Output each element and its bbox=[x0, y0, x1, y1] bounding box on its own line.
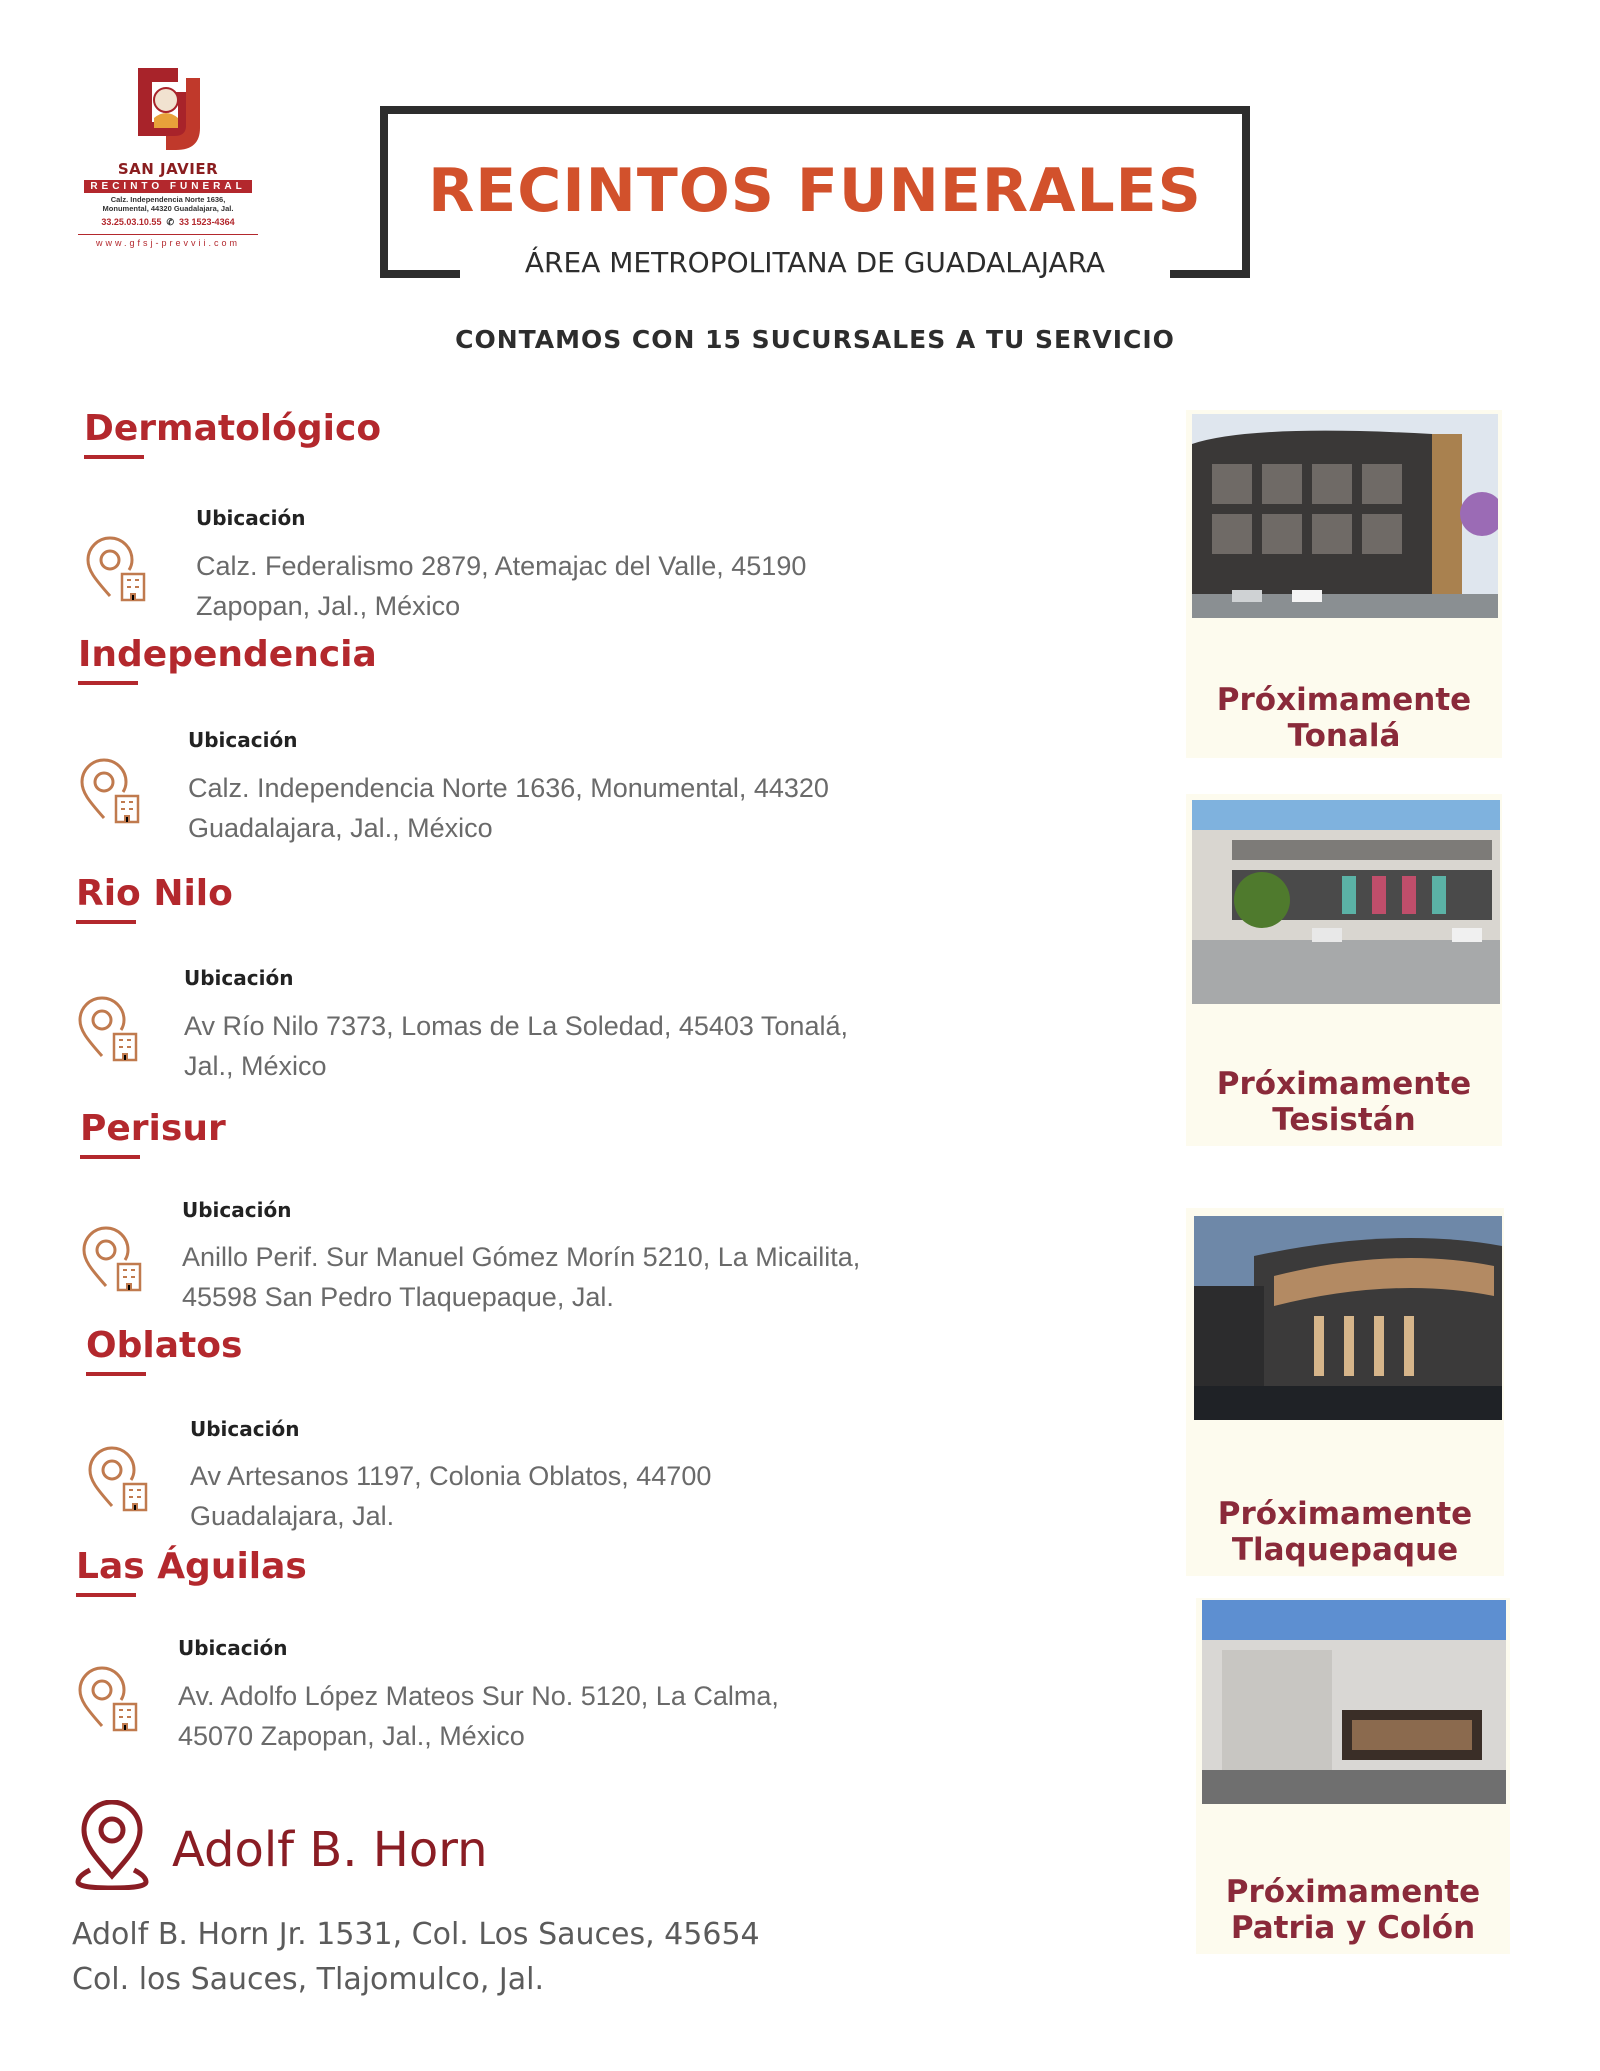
upcoming-caption bbox=[1186, 1066, 1502, 1138]
branch-address: Calz. Independencia Norte 1636, Monumental, 44320 Guadalajara, Jal., México bbox=[188, 773, 829, 843]
logo-address-line1: Calz. Independencia Norte 1636, bbox=[110, 195, 226, 204]
branch-underline bbox=[86, 1372, 146, 1376]
upcoming-card-patria-colon bbox=[1196, 1598, 1510, 1954]
logo-phones bbox=[78, 217, 258, 228]
logo-phone1: 33.25.03.10.55 bbox=[101, 217, 162, 227]
tagline: CONTAMOS CON 15 SUCURSALES A TU SERVICIO bbox=[455, 325, 1175, 354]
whatsapp-icon: ✆ bbox=[163, 217, 177, 227]
branch-underline bbox=[78, 681, 138, 685]
featured-branch-name: Adolf B. Horn bbox=[172, 1822, 488, 1878]
upcoming-city: Patria y Colón bbox=[1230, 1910, 1476, 1946]
upcoming-caption bbox=[1186, 1496, 1504, 1568]
branch-name: Rio Nilo bbox=[76, 873, 233, 914]
logo-name: SAN JAVIER bbox=[117, 160, 219, 178]
branch-address: Calz. Federalismo 2879, Atemajac del Valle, 45190 Zapopan, Jal., México bbox=[196, 551, 807, 621]
location-label: Ubicación bbox=[190, 1417, 300, 1441]
logo-website: www.gfsj-prevvii.com bbox=[78, 234, 258, 248]
frame-corner-left bbox=[380, 270, 460, 278]
branch-independencia bbox=[78, 634, 898, 685]
location-label: Ubicación bbox=[188, 728, 298, 752]
page-title: RECINTOS FUNERALES bbox=[428, 156, 1202, 226]
branch-name: Independencia bbox=[78, 634, 377, 675]
upcoming-city: Tesistán bbox=[1272, 1102, 1416, 1138]
featured-address bbox=[72, 1912, 760, 2002]
branch-address: Av. Adolfo López Mateos Sur No. 5120, La Calma, 45070 Zapopan, Jal., México bbox=[178, 1681, 779, 1751]
upcoming-card-tlaquepaque bbox=[1186, 1208, 1504, 1576]
frame-corner-right bbox=[1170, 270, 1250, 278]
building-photo bbox=[1194, 1216, 1502, 1420]
location-building-icon bbox=[76, 756, 146, 826]
location-label: Ubicación bbox=[196, 506, 306, 530]
building-photo bbox=[1192, 414, 1498, 618]
branch-address: Av Artesanos 1197, Colonia Oblatos, 44700 Guadalajara, Jal. bbox=[190, 1461, 712, 1531]
upcoming-card-tonala bbox=[1186, 410, 1502, 758]
upcoming-card-tesistan bbox=[1186, 794, 1502, 1146]
branch-underline bbox=[84, 455, 144, 459]
title-frame bbox=[380, 106, 1250, 279]
location-label: Ubicación bbox=[184, 966, 294, 990]
map-pin-icon bbox=[72, 1800, 152, 1890]
branch-name: Oblatos bbox=[86, 1325, 243, 1366]
branch-las-aguilas bbox=[76, 1546, 896, 1597]
page-subtitle: ÁREA METROPOLITANA DE GUADALAJARA bbox=[524, 246, 1106, 279]
logo-emblem-icon bbox=[108, 58, 228, 158]
logo-subtitle: RECINTO FUNERAL bbox=[84, 180, 252, 193]
branch-oblatos bbox=[86, 1325, 906, 1376]
building-photo bbox=[1202, 1600, 1506, 1804]
building-photo bbox=[1192, 800, 1500, 1004]
upcoming-label: Próximamente bbox=[1216, 682, 1472, 718]
upcoming-label: Próximamente bbox=[1225, 1874, 1481, 1910]
branch-underline bbox=[76, 1593, 136, 1597]
location-building-icon bbox=[74, 994, 144, 1064]
branch-dermatologico bbox=[84, 408, 904, 459]
location-building-icon bbox=[84, 1444, 154, 1514]
featured-address-line1: Adolf B. Horn Jr. 1531, Col. Los Sauces, 45654 bbox=[72, 1917, 760, 1952]
branch-address: Anillo Perif. Sur Manuel Gómez Morín 5210, La Micailita, 45598 San Pedro Tlaquepaque, Jal. bbox=[182, 1242, 861, 1312]
upcoming-label: Próximamente bbox=[1217, 1496, 1473, 1532]
location-building-icon bbox=[78, 1224, 148, 1294]
logo-address-line2: Monumental, 44320 Guadalajara, Jal. bbox=[102, 204, 234, 213]
upcoming-city: Tonalá bbox=[1287, 718, 1401, 754]
location-label: Ubicación bbox=[182, 1198, 292, 1222]
location-building-icon bbox=[82, 534, 152, 604]
upcoming-caption bbox=[1186, 682, 1502, 754]
logo-phone2: 33 1523-4364 bbox=[179, 217, 235, 227]
upcoming-caption bbox=[1196, 1874, 1510, 1946]
location-building-icon bbox=[74, 1664, 144, 1734]
branch-address: Av Río Nilo 7373, Lomas de La Soledad, 45403 Tonalá, Jal., México bbox=[184, 1011, 848, 1081]
branch-underline bbox=[76, 920, 136, 924]
upcoming-city: Tlaquepaque bbox=[1231, 1532, 1459, 1568]
branch-perisur bbox=[80, 1108, 900, 1159]
featured-address-line2: Col. los Sauces, Tlajomulco, Jal. bbox=[72, 1962, 544, 1997]
branch-name: Las Águilas bbox=[76, 1546, 307, 1587]
upcoming-label: Próximamente bbox=[1216, 1066, 1472, 1102]
location-label: Ubicación bbox=[178, 1636, 288, 1660]
branch-name: Perisur bbox=[80, 1108, 226, 1149]
branch-underline bbox=[80, 1155, 140, 1159]
company-logo bbox=[78, 58, 258, 248]
branch-rio-nilo bbox=[76, 873, 896, 924]
branch-name: Dermatológico bbox=[84, 408, 382, 449]
